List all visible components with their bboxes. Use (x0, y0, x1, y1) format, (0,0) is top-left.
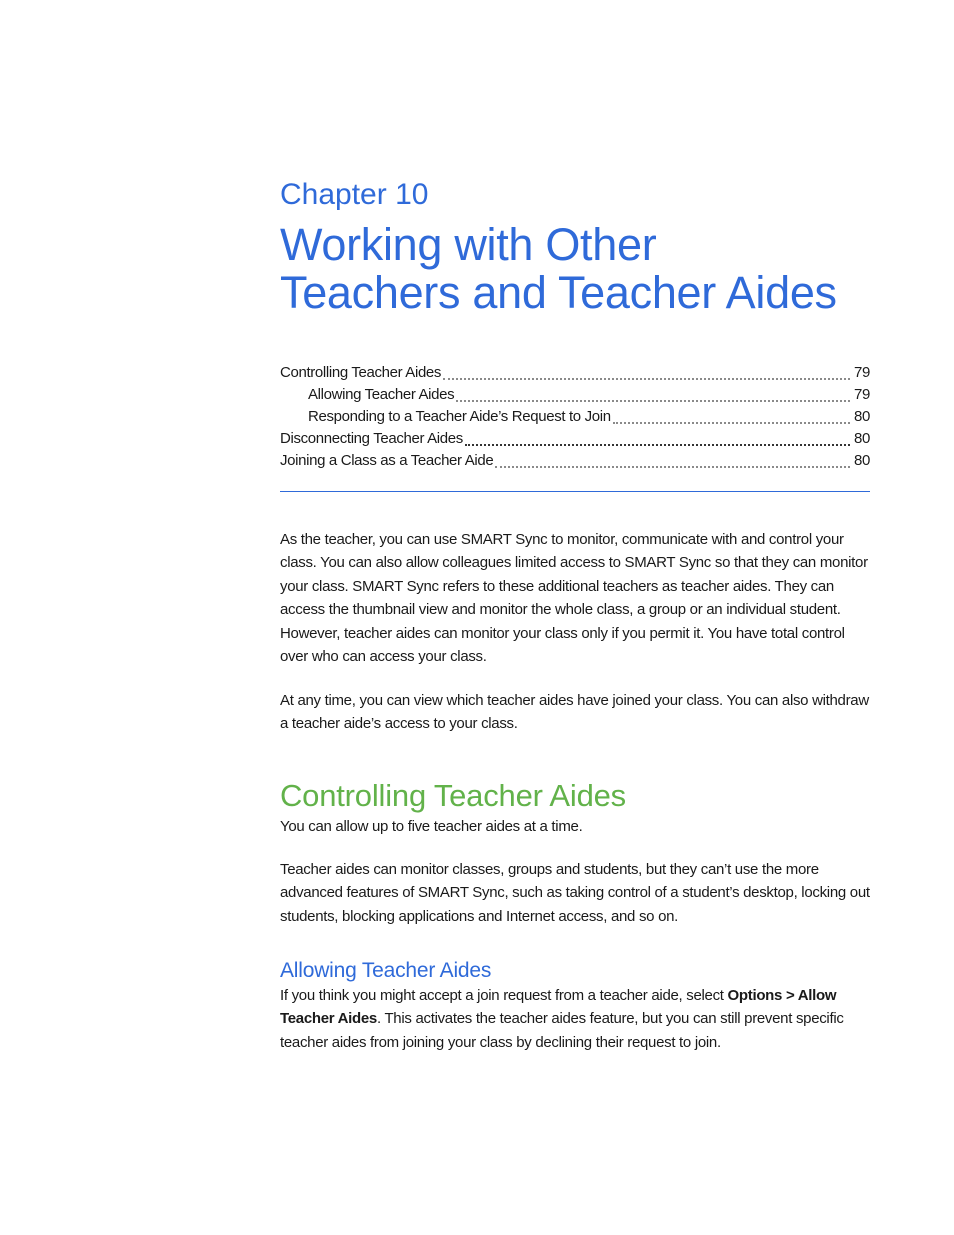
section-paragraph-1: You can allow up to five teacher aides at a time. (280, 818, 583, 835)
subsection-heading: Allowing Teacher Aides (280, 959, 492, 982)
section-heading: Controlling Teacher Aides (280, 778, 626, 813)
toc-leader-dots (443, 377, 850, 380)
toc-entry-page: 79 (854, 386, 870, 403)
intro-paragraph-2: At any time, you can view which teacher aides have joined your class. You can also withdraw a teacher aide’s access to your class. (280, 692, 869, 733)
toc-divider (280, 491, 870, 492)
toc-entry-title: Controlling Teacher Aides (280, 364, 442, 381)
chapter-title-line-1: Working with Other (280, 219, 657, 270)
toc-leader-dots (495, 465, 850, 468)
toc-leader-dots (456, 399, 850, 402)
subsection-paragraph (280, 984, 870, 1054)
table-of-contents (280, 362, 870, 472)
toc-entry[interactable] (280, 406, 870, 428)
subsection-text-before: If you think you might accept a join request from a teacher aide, select (280, 987, 728, 1004)
chapter-title-line-2: Teachers and Teacher Aides (280, 267, 837, 318)
toc-entry-page: 80 (854, 408, 870, 425)
toc-entry[interactable] (280, 362, 870, 384)
intro-paragraph-1: As the teacher, you can use SMART Sync to monitor, communicate with and control your class. You can also allow colleagues limited access to SMART Sync so that they can monitor your class. SMART Sync refers to these additional teachers as teacher aides. They can access the thumbnail view and monitor the whole class, a group or an individual student. However, teacher aides can monitor your class only if you permit it. You have total control over who can access your class. (280, 531, 868, 666)
toc-leader-dots (613, 421, 850, 424)
toc-entry-page: 80 (854, 452, 870, 469)
toc-entry-title: Joining a Class as a Teacher Aide (280, 452, 494, 469)
toc-entry-page: 79 (854, 364, 870, 381)
toc-entry-title: Responding to a Teacher Aide’s Request to Join (308, 408, 611, 425)
chapter-label: Chapter 10 (280, 178, 429, 211)
toc-entry[interactable] (280, 384, 870, 406)
toc-entry[interactable] (280, 428, 870, 450)
chapter-title (280, 221, 880, 317)
toc-entry-page: 80 (854, 430, 870, 447)
subsection-text-after: . This activates the teacher aides feature, but you can still prevent specific teacher aides from joining your class by declining their request to join. (280, 1010, 844, 1051)
menu-path-bold: Options > Allow Teacher Aides (280, 987, 837, 1028)
toc-entry-title: Allowing Teacher Aides (308, 386, 455, 403)
section-paragraph-2: Teacher aides can monitor classes, groups and students, but they can’t use the more advanced features of SMART Sync, such as taking control of a student’s desktop, locking out students, blocking applications and Internet access, and so on. (280, 861, 870, 925)
toc-entry-title: Disconnecting Teacher Aides (280, 430, 463, 447)
toc-entry[interactable] (280, 450, 870, 472)
toc-leader-dots (465, 443, 850, 446)
